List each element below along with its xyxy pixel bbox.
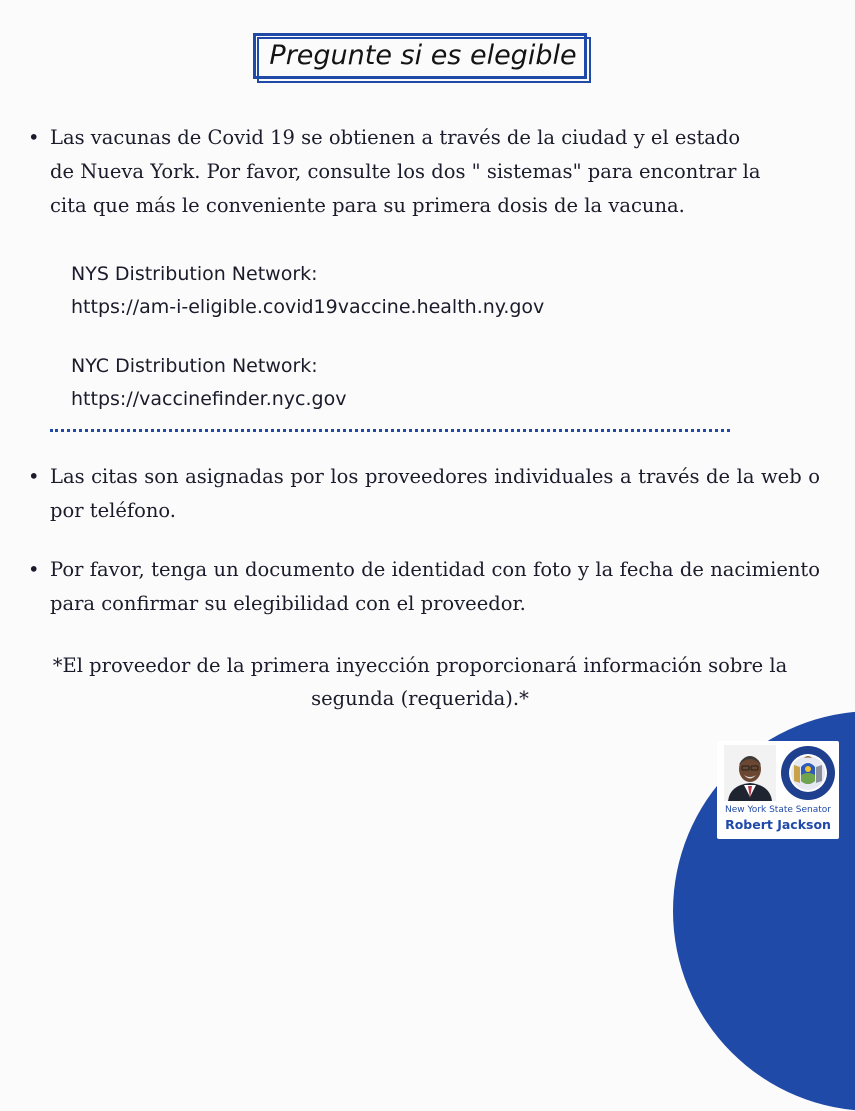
nyc-network (71, 350, 346, 416)
nyc-network-label: NYC Distribution Network: (71, 355, 318, 377)
badge-subtitle: New York State Senator (725, 805, 831, 815)
bullet-appointments: • Las citas son asignadas por los proveedores individuales a través de la web o por teléfono. (50, 460, 820, 528)
bullet-vaccine-systems: • Las vacunas de Covid 19 se obtienen a través de la ciudad y el estado de Nueva York. Por favor, consulte los dos " sistemas" para encontrar la cita que más le conveniente para su primera dosis de la vacuna. (50, 121, 770, 223)
footnote-line-2: segunda (requerida).* (311, 687, 529, 710)
footnote (10, 649, 830, 715)
nys-network-label: NYS Distribution Network: (71, 263, 318, 285)
footnote-line-1: *El proveedor de la primera inyección proporcionará información sobre la (52, 654, 788, 677)
title-box (253, 33, 593, 85)
nys-network (71, 258, 544, 324)
nys-network-url[interactable]: https://am-i-eligible.covid19vaccine.health.ny.gov (71, 296, 545, 318)
nyc-network-url[interactable]: https://vaccinefinder.nyc.gov (71, 388, 347, 410)
badge-name: Robert Jackson (725, 817, 831, 832)
bullet-identification: • Por favor, tenga un documento de identidad con foto y la fecha de nacimiento para confirmar su elegibilidad con el proveedor. (50, 553, 820, 621)
dotted-divider (50, 429, 730, 432)
senator-photo (724, 745, 776, 801)
senate-seal (780, 745, 836, 801)
page-title: Pregunte si es elegible (269, 40, 577, 71)
